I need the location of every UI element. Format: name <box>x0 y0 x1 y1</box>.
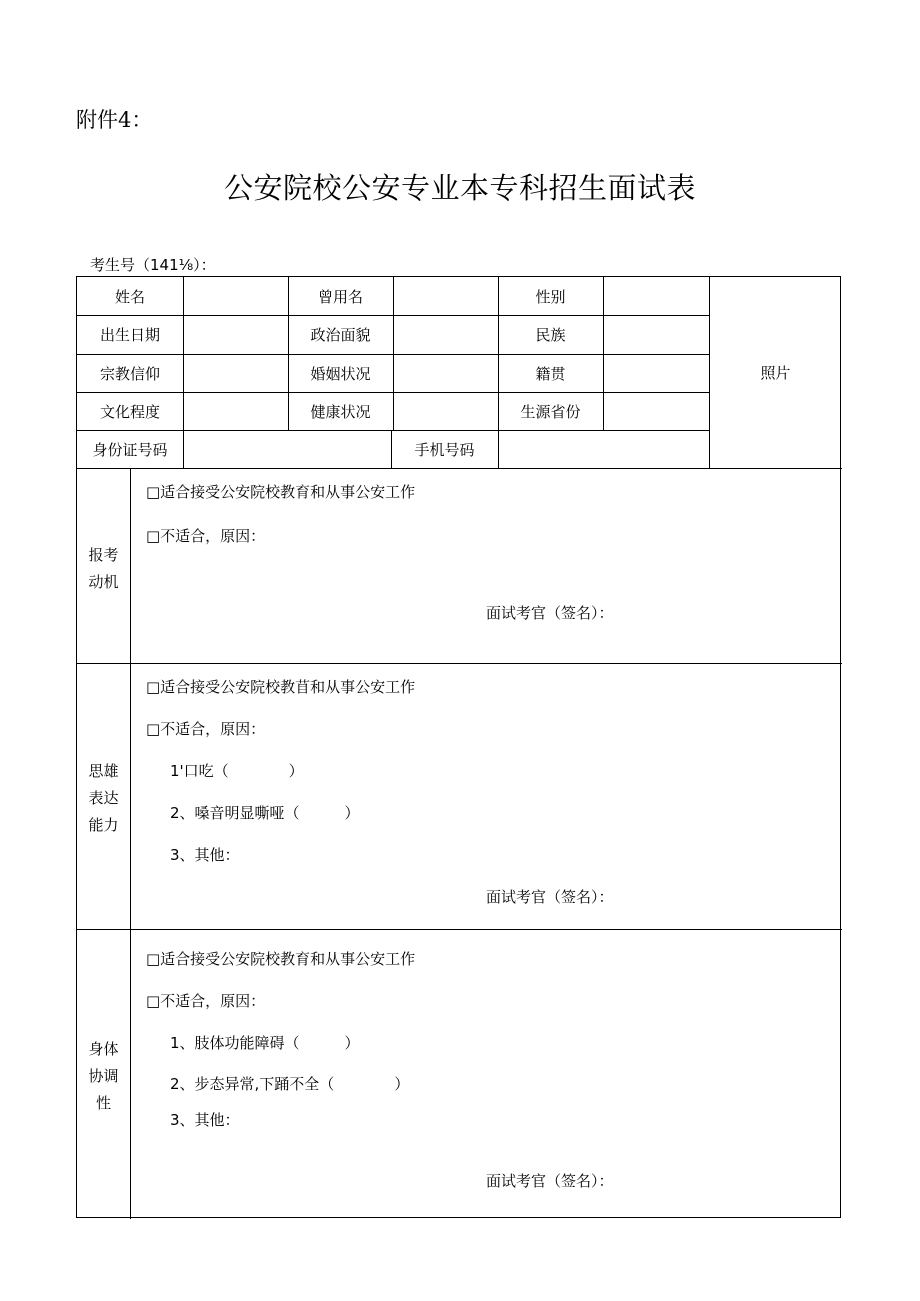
motive-unsuitable-checkbox[interactable]: □不适合，原因： <box>146 527 266 545</box>
body-item: 2、步态异常,下踊不全（ ） <box>170 1075 410 1093</box>
speech-unsuitable-checkbox[interactable]: □不适合，原因： <box>146 720 266 738</box>
body-suitable-checkbox[interactable]: □适合接受公安院校教育和从事公安工作 <box>146 950 416 968</box>
section-label-divider <box>130 468 131 1219</box>
label-native-place: 籍贯 <box>535 364 566 383</box>
label-ethnicity: 民族 <box>535 326 566 344</box>
motive-signature: 面试考官（签名）： <box>486 604 614 622</box>
body-item: 3、其他： <box>170 1111 240 1129</box>
label-religion: 宗教信仰 <box>99 364 160 383</box>
body-unsuitable-checkbox[interactable]: □不适合，原因： <box>146 992 266 1010</box>
label-marital-status: 婚姻状况 <box>310 364 371 383</box>
photo-box: 照片 <box>760 364 791 382</box>
row-divider <box>77 468 842 469</box>
label-education: 文化程度 <box>99 402 160 421</box>
label-birth-date: 出生日期 <box>99 326 160 344</box>
interview-form-table <box>76 276 841 1218</box>
speech-signature: 面试考官（签名）： <box>486 888 614 906</box>
motive-suitable-checkbox[interactable]: □适合接受公安院校教育和从事公安工作 <box>146 483 416 501</box>
speech-item: 2、嗓音明显嘶哑（ ） <box>170 804 360 822</box>
section-motive-label: 报考 动机 <box>88 546 119 591</box>
label-id-number: 身份证号码 <box>92 440 168 459</box>
former-name-field[interactable] <box>393 277 498 315</box>
speech-suitable-checkbox[interactable]: □适合接受公安院校教苜和从事公安工作 <box>146 678 416 696</box>
speech-item: 3、其他： <box>170 846 240 864</box>
label-name: 姓名 <box>114 287 145 306</box>
body-item: 1、肢体功能障碍（ ） <box>170 1034 360 1052</box>
label-phone: 手机号码 <box>414 440 475 459</box>
exam-number-label: 考生号（141⅛）： <box>90 256 216 274</box>
body-signature: 面试考官（签名）： <box>486 1172 614 1190</box>
label-gender: 性别 <box>535 287 566 306</box>
label-political-status: 政治面貌 <box>310 326 371 344</box>
gender-field[interactable] <box>603 277 709 315</box>
label-former-name: 曾用名 <box>317 287 363 306</box>
id-number-field[interactable] <box>183 430 391 468</box>
section-speech-label: 思雄 表达 能力 <box>88 762 119 834</box>
speech-item: 1'口吃（ ） <box>170 762 304 780</box>
section-divider <box>77 663 842 664</box>
phone-field[interactable] <box>498 430 709 468</box>
section-divider <box>77 929 842 930</box>
section-body-label: 身体 协调 性 <box>88 1040 119 1112</box>
label-source-province: 生源省份 <box>520 402 581 421</box>
label-health-status: 健康状况 <box>310 402 371 421</box>
form-title: 公安院校公安专业本专科招生面试表 <box>223 171 696 205</box>
name-field[interactable] <box>183 277 288 315</box>
attachment-label: 附件4： <box>76 108 153 132</box>
